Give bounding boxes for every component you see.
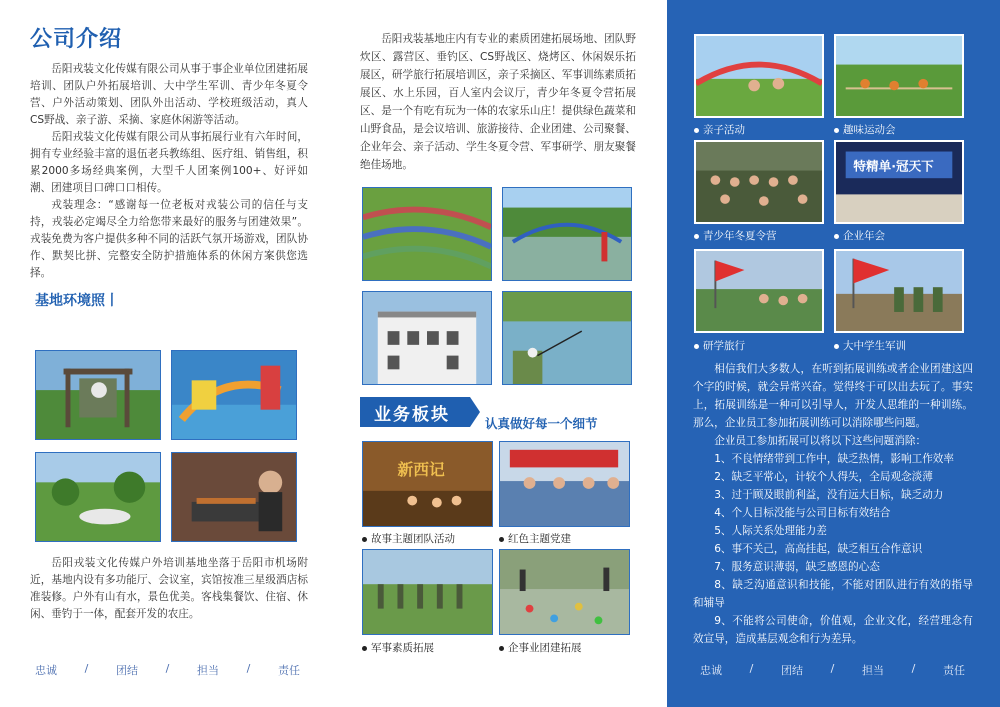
activity-photo-parent-child bbox=[694, 34, 824, 118]
base-location-block bbox=[30, 555, 308, 623]
benefit-item: 8、缺乏沟通意识和技能，不能对团队进行有效的指导和辅导 bbox=[693, 579, 973, 609]
intro-paragraph-1: 岳阳戎装文化传媒有限公司从事于事企业单位团建拓展培训、团队户外拓展培训、大中学生军训、青少年冬夏令营、户外活动策划、团队外出活动、学校班级活动，真人CS野战、亲子游、采摘、家庭休闲游等活动。 bbox=[30, 63, 308, 126]
footer-separator: / bbox=[165, 662, 170, 675]
activity-photo-military-training bbox=[834, 249, 964, 333]
benefit-item: 2、缺乏平常心，计较个人得失，全局观念淡薄 bbox=[714, 471, 933, 483]
bullet-icon bbox=[834, 234, 839, 239]
activity-photo-summer-camp bbox=[694, 140, 824, 224]
benefits-intro-paragraph: 相信我们大多数人，在听到拓展训练或者企业团建这四个字的时候，就会异常兴奋。觉得终于可以出去玩了。事实上，拓展训练是一种可以引导人，开发人思维的一种训练。那么，企业员工参加拓展训练可以消除哪些问题。 bbox=[693, 363, 973, 429]
benefit-item: 5、人际关系处理能力差 bbox=[714, 525, 827, 537]
bullet-icon bbox=[694, 234, 699, 239]
business-photo-military bbox=[362, 549, 493, 635]
bullet-icon bbox=[694, 128, 699, 133]
footer-separator: / bbox=[830, 662, 835, 675]
footer-word-unity: 团结 bbox=[116, 664, 138, 677]
footer-word-unity: 团结 bbox=[781, 664, 803, 677]
base-photo-ropes-course bbox=[35, 350, 161, 440]
activity-photo-fun-games bbox=[834, 34, 964, 118]
benefits-section bbox=[693, 360, 973, 648]
facility-photo-bridge bbox=[502, 187, 632, 281]
caption-military: 军事素质拓展 bbox=[362, 640, 434, 655]
bullet-icon bbox=[499, 537, 504, 542]
base-photo-garden bbox=[35, 452, 161, 542]
bullet-icon bbox=[834, 128, 839, 133]
bullet-icon bbox=[499, 646, 504, 651]
business-photo-team-building bbox=[499, 549, 630, 635]
benefit-item: 4、个人目标没能与公司目标有效结合 bbox=[714, 507, 891, 519]
svg-text:特精单·冠天下: 特精单·冠天下 bbox=[853, 158, 934, 174]
footer-motto-left bbox=[35, 662, 300, 678]
base-location-paragraph: 岳阳戎装文化传媒户外培训基地坐落于岳阳市机场附近，基地内设有多功能厅、会议室，宾馆按准三星级酒店标准装修。户外有山有水，景色优美。客栈集餐饮、住宿、休闲、垂钓于一体，配套开发的农庄。 bbox=[30, 557, 308, 620]
caption-summer-camp: 青少年冬夏令营 bbox=[694, 228, 777, 243]
intro-paragraph-2: 岳阳戎装文化传媒有限公司从事拓展行业有六年时间，拥有专业经验丰富的退伍老兵教练组、医疗组、销售组，积累2000多场经典案例，大型千人团案例100+、好评如潮、团建项目口碑口口相传。 bbox=[30, 131, 308, 194]
svg-text:新西记: 新西记 bbox=[397, 460, 445, 480]
bullet-icon bbox=[362, 646, 367, 651]
business-photo-story-theme bbox=[362, 441, 493, 527]
footer-separator: / bbox=[749, 662, 754, 675]
caption-annual-party: 企业年会 bbox=[834, 228, 885, 243]
base-photo-water-park bbox=[171, 350, 297, 440]
base-environment-title: 基地环境照丨 bbox=[35, 293, 119, 309]
bullet-icon bbox=[834, 344, 839, 349]
footer-word-responsibility: 责任 bbox=[943, 664, 965, 677]
caption-story-theme: 故事主题团队活动 bbox=[362, 531, 455, 546]
footer-word-loyalty: 忠诚 bbox=[35, 664, 57, 677]
benefit-item: 3、过于顾及眼前利益，没有远大目标，缺乏动力 bbox=[714, 489, 944, 501]
caption-red-theme: 红色主题党建 bbox=[499, 531, 571, 546]
base-photo-bbq bbox=[171, 452, 297, 542]
bullet-icon bbox=[694, 344, 699, 349]
caption-military-training: 大中学生军训 bbox=[834, 338, 906, 353]
base-facilities-paragraph: 岳阳戎装基地庄内有专业的素质团建拓展场地、团队野炊区、露营区、垂钓区、CS野战区、烧烤区、休闲娱乐拓展区，研学旅行拓展培训区，亲子采摘区、军事训练素质拓展区、水上乐园，百人室内会议厅，青少年冬夏令营拓展区、是一个有吃有玩为一体的农家乐山庄！提供绿色蔬菜和山野食品，是会议培训、旅游接待、企业团建、公司聚餐、企业年会、亲子活动、学生冬夏令营、军事研学、朋友聚餐绝佳场地。 bbox=[360, 33, 636, 171]
business-section-subtitle: 认真做好每一个细节 bbox=[485, 416, 598, 431]
benefit-item: 7、服务意识薄弱，缺乏感恩的心态 bbox=[714, 561, 880, 573]
caption-fun-games: 趣味运动会 bbox=[834, 122, 896, 137]
footer-word-commitment: 担当 bbox=[197, 664, 219, 677]
caption-parent-child: 亲子活动 bbox=[694, 122, 745, 137]
base-facilities-section bbox=[360, 30, 636, 174]
bullet-icon bbox=[362, 537, 367, 542]
benefit-item: 9、不能将公司使命，价值观，企业文化，经营理念有效宣导，造成基层观念和行为差异。 bbox=[693, 615, 973, 645]
footer-word-loyalty: 忠诚 bbox=[700, 664, 722, 677]
footer-word-responsibility: 责任 bbox=[278, 664, 300, 677]
activity-photo-study-tour bbox=[694, 249, 824, 333]
caption-study-tour: 研学旅行 bbox=[694, 338, 745, 353]
footer-motto-right bbox=[700, 662, 965, 678]
facility-photo-terraces bbox=[362, 187, 492, 281]
benefit-item: 1、不良情绪带到工作中，缺乏热情，影响工作效率 bbox=[714, 453, 954, 465]
company-intro-title: 公司介绍 bbox=[30, 27, 123, 52]
business-photo-red-theme bbox=[499, 441, 630, 527]
caption-team-building: 企事业团建拓展 bbox=[499, 640, 582, 655]
benefits-list-heading: 企业员工参加拓展可以将以下这些问题消除： bbox=[714, 435, 927, 447]
footer-separator: / bbox=[246, 662, 251, 675]
company-intro-section bbox=[30, 22, 308, 310]
benefit-item: 6、事不关己，高高挂起，缺乏相互合作意识 bbox=[714, 543, 923, 555]
activity-photo-annual-party bbox=[834, 140, 964, 224]
business-section-title: 业务板块 bbox=[360, 397, 470, 427]
footer-separator: / bbox=[84, 662, 89, 675]
intro-paragraph-3: 戎装理念：“感谢每一位老板对戎装公司的信任与支持，戎装必定竭尽全力给您带来最好的服务与团建效果”。戎装免费为客户提供多种不同的活跃气氛开场游戏，团队协作、默契比拼、完整安全防护措施体系的休闲方案供您选择。 bbox=[30, 199, 308, 279]
footer-separator: / bbox=[911, 662, 916, 675]
facility-photo-building bbox=[362, 291, 492, 385]
facility-photo-fishing bbox=[502, 291, 632, 385]
footer-word-commitment: 担当 bbox=[862, 664, 884, 677]
